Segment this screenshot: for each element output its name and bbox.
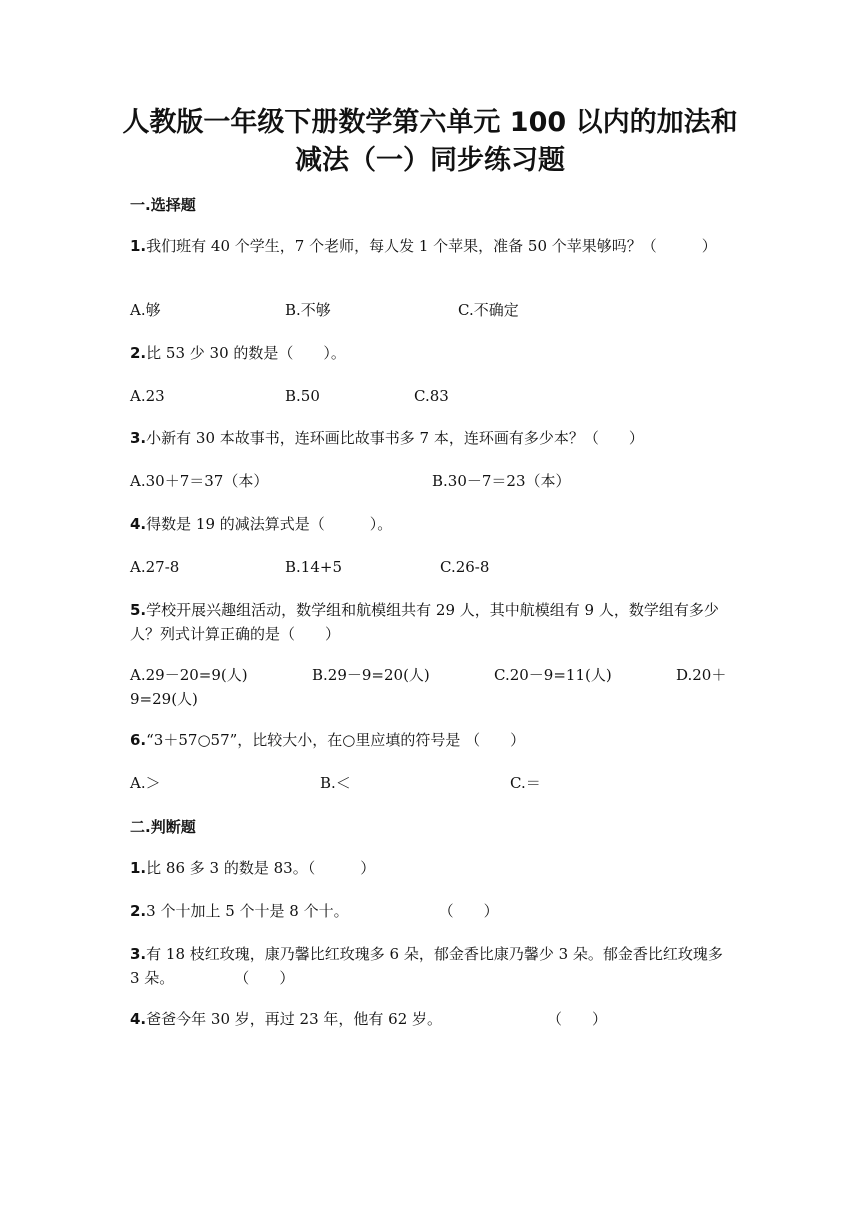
choice-options-2 — [130, 384, 730, 408]
question-number: 2. — [130, 902, 147, 920]
judge-question-1 — [130, 856, 730, 880]
question-text: 我们班有 40 个学生，7 个老师，每人发 1 个苹果，准备 50 个苹果够吗？（ ） — [146, 237, 717, 255]
option-b: B.＜ — [320, 774, 351, 792]
section-heading-choice: 一.选择题 — [130, 196, 196, 214]
option-d: D.20＋ — [676, 666, 727, 684]
option-c: C.26-8 — [440, 558, 490, 576]
question-text: 3 个十加上 5 个十是 8 个十。 （ ） — [146, 902, 499, 920]
option-a: A.够 — [130, 301, 161, 319]
choice-options-5 — [130, 663, 730, 711]
question-number: 1. — [130, 237, 147, 255]
option-a: A.23 — [130, 387, 165, 405]
question-text: 比 86 多 3 的数是 83。（ ） — [146, 859, 376, 877]
question-text: 爸爸今年 30 岁，再过 23 年，他有 62 岁。 （ ） — [146, 1010, 608, 1028]
option-b: B.30－7＝23（本） — [432, 472, 571, 490]
option-c: C.83 — [414, 387, 449, 405]
question-number: 3. — [130, 429, 147, 447]
question-text: 有 18 枝红玫瑰，康乃馨比红玫瑰多 6 朵，郁金香比康乃馨少 3 朵。郁金香比红玫瑰多 3 朵。 （ ） — [130, 945, 723, 987]
choice-options-3 — [130, 469, 730, 493]
title-line-2: 减法（一）同步练习题 — [295, 145, 565, 176]
option-a: A.＞ — [130, 774, 161, 792]
option-b: B.不够 — [285, 301, 331, 319]
title-line-1: 人教版一年级下册数学第六单元 100 以内的加法和 — [122, 107, 738, 138]
judge-question-3 — [130, 942, 730, 990]
section-heading-judge: 二.判断题 — [130, 818, 196, 836]
question-text: 小新有 30 本故事书，连环画比故事书多 7 本，连环画有多少本？（ ） — [146, 429, 644, 447]
option-b: B.29－9=20(人) — [312, 666, 430, 684]
judge-question-2 — [130, 899, 730, 923]
question-number: 2. — [130, 344, 147, 362]
page-title — [100, 104, 760, 180]
choice-options-1 — [130, 298, 730, 322]
choice-options-6 — [130, 771, 730, 795]
option-c: C.20－9=11(人) — [494, 666, 612, 684]
option-b: B.50 — [285, 387, 320, 405]
question-text: 比 53 少 30 的数是（ ）。 — [146, 344, 346, 362]
question-text: 学校开展兴趣组活动，数学组和航模组共有 29 人，其中航模组有 9 人，数学组有多少人？列式计算正确的是（ ） — [130, 601, 719, 643]
question-number: 4. — [130, 515, 147, 533]
judge-question-4 — [130, 1007, 730, 1031]
choice-question-5 — [130, 598, 730, 646]
choice-question-4 — [130, 512, 730, 536]
option-a: A.30＋7＝37（本） — [130, 472, 269, 490]
question-number: 3. — [130, 945, 147, 963]
option-b: B.14+5 — [285, 558, 342, 576]
option-a: A.27-8 — [130, 558, 180, 576]
question-text: 得数是 19 的减法算式是（ ）。 — [146, 515, 393, 533]
question-number: 6. — [130, 731, 147, 749]
question-text: “3＋57○57”，比较大小，在○里应填的符号是 （ ） — [146, 731, 526, 749]
choice-question-3 — [130, 426, 730, 450]
choice-options-4 — [130, 555, 730, 579]
option-d-continued: 9=29(人) — [130, 690, 198, 708]
option-a: A.29－20=9(人) — [130, 666, 248, 684]
question-number: 5. — [130, 601, 147, 619]
choice-question-2 — [130, 341, 730, 365]
choice-question-1 — [130, 234, 730, 258]
question-number: 1. — [130, 859, 147, 877]
option-c: C.＝ — [510, 774, 541, 792]
question-number: 4. — [130, 1010, 147, 1028]
option-c: C.不确定 — [458, 301, 519, 319]
choice-question-6 — [130, 728, 730, 752]
